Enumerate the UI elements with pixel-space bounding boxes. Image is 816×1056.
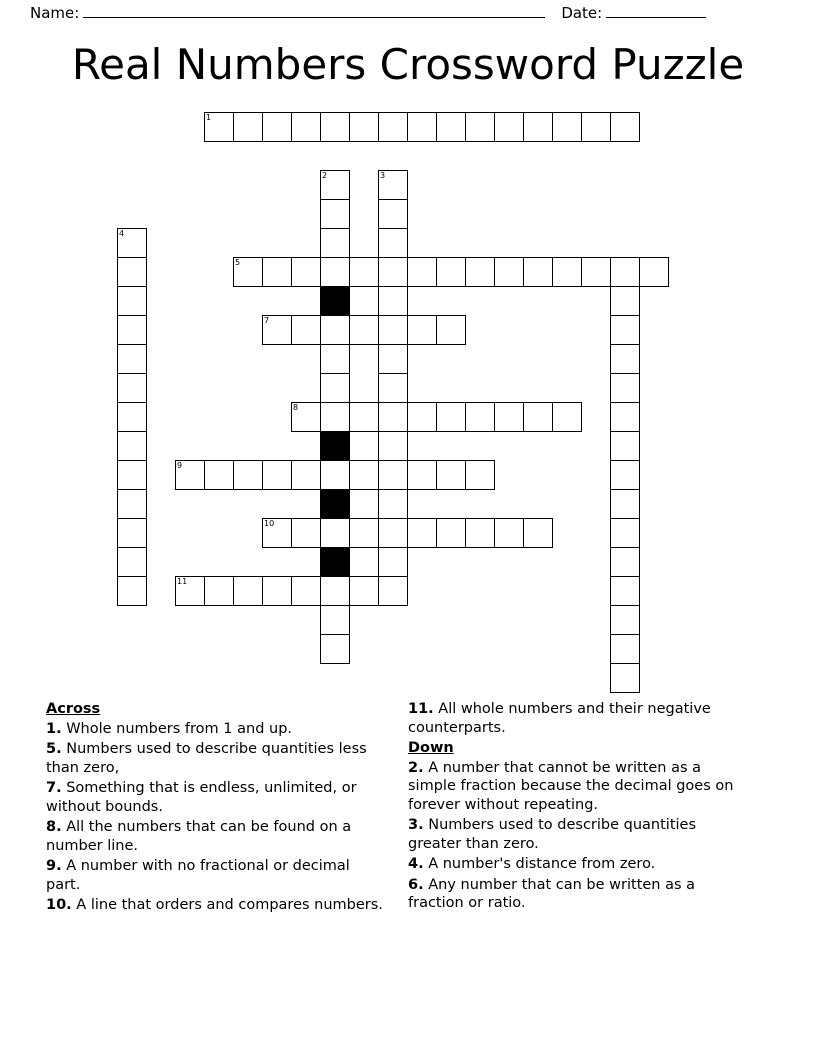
grid-cell[interactable] xyxy=(523,257,553,287)
grid-cell[interactable] xyxy=(233,576,263,606)
grid-cell[interactable] xyxy=(610,257,640,287)
grid-cell[interactable] xyxy=(465,402,495,432)
clue-item xyxy=(46,740,386,777)
grid-cell[interactable] xyxy=(349,257,379,287)
clue-text: Numbers used to describe quantities greater than zero. xyxy=(408,817,697,852)
grid-cell[interactable] xyxy=(320,228,350,258)
grid-cell[interactable] xyxy=(320,257,350,287)
grid-cell[interactable] xyxy=(581,257,611,287)
clue-item xyxy=(408,876,753,913)
clue-number: 9. xyxy=(46,858,62,874)
clue-item xyxy=(408,700,753,737)
grid-cell[interactable] xyxy=(378,402,408,432)
grid-cell[interactable] xyxy=(291,402,321,432)
grid-cell[interactable] xyxy=(378,431,408,461)
grid-cell[interactable] xyxy=(552,402,582,432)
worksheet-header xyxy=(30,0,746,26)
clue-item xyxy=(46,779,386,816)
grid-cell[interactable] xyxy=(552,257,582,287)
grid-cell[interactable] xyxy=(407,112,437,142)
grid-cell[interactable] xyxy=(378,112,408,142)
clue-item xyxy=(46,720,386,739)
grid-cell[interactable] xyxy=(320,460,350,490)
grid-cell[interactable] xyxy=(610,547,640,577)
grid-cell[interactable] xyxy=(610,663,640,693)
grid-cell[interactable] xyxy=(291,576,321,606)
grid-cell[interactable] xyxy=(291,460,321,490)
grid-cell[interactable] xyxy=(436,112,466,142)
clue-item xyxy=(46,896,386,915)
grid-cell[interactable] xyxy=(465,257,495,287)
grid-cell-number: 11 xyxy=(177,577,188,586)
clue-number: 4. xyxy=(408,856,424,872)
page-title: Real Numbers Crossword Puzzle xyxy=(71,40,745,89)
grid-cell[interactable] xyxy=(262,518,292,548)
grid-cell[interactable] xyxy=(233,460,263,490)
grid-cell[interactable] xyxy=(494,518,524,548)
grid-cell[interactable] xyxy=(291,518,321,548)
grid-cell[interactable] xyxy=(291,257,321,287)
grid-cell[interactable] xyxy=(581,112,611,142)
grid-cell[interactable] xyxy=(117,257,147,287)
clue-item xyxy=(46,857,386,894)
grid-cell[interactable] xyxy=(378,286,408,316)
clue-text: Numbers used to describe quantities less than zero, xyxy=(46,741,367,776)
clue-number: 11. xyxy=(408,701,434,717)
grid-cell[interactable] xyxy=(320,170,350,200)
clue-text: All whole numbers and their negative counterparts. xyxy=(408,701,711,736)
grid-cell[interactable] xyxy=(407,460,437,490)
clue-item xyxy=(408,759,753,815)
clues-section xyxy=(0,700,816,1000)
grid-cell[interactable] xyxy=(378,228,408,258)
grid-cell[interactable] xyxy=(465,460,495,490)
date-write-line[interactable] xyxy=(606,5,706,18)
grid-cell[interactable] xyxy=(552,112,582,142)
grid-cell-blocked xyxy=(320,547,350,577)
clue-item xyxy=(408,816,753,853)
grid-cell[interactable] xyxy=(436,460,466,490)
grid-cell[interactable] xyxy=(378,373,408,403)
grid-cell[interactable] xyxy=(233,257,263,287)
clue-text: Any number that can be written as a fraction or ratio. xyxy=(408,876,696,911)
down-clue-list xyxy=(408,759,753,913)
grid-cell[interactable] xyxy=(262,576,292,606)
grid-cell[interactable] xyxy=(610,605,640,635)
across-heading: Across xyxy=(46,701,101,717)
crossword-grid[interactable] xyxy=(0,108,816,698)
grid-cell[interactable] xyxy=(465,112,495,142)
clue-number: 1. xyxy=(46,720,62,737)
grid-cell[interactable] xyxy=(407,315,437,345)
grid-cell[interactable] xyxy=(378,315,408,345)
grid-cell-number: 4 xyxy=(119,229,125,238)
grid-cell[interactable] xyxy=(378,489,408,519)
grid-cell[interactable] xyxy=(175,460,205,490)
grid-cell[interactable] xyxy=(262,460,292,490)
grid-cell[interactable] xyxy=(233,112,263,142)
clue-number: 2. xyxy=(408,759,424,776)
clue-number: 3. xyxy=(408,817,424,833)
grid-cell[interactable] xyxy=(523,402,553,432)
across-column xyxy=(46,700,386,917)
grid-cell-number: 5 xyxy=(235,258,241,267)
across-clue-overflow xyxy=(408,700,753,737)
grid-cell[interactable] xyxy=(378,199,408,229)
grid-cell[interactable] xyxy=(610,431,640,461)
grid-cell[interactable] xyxy=(349,576,379,606)
grid-cell[interactable] xyxy=(204,576,234,606)
grid-cell[interactable] xyxy=(378,170,408,200)
grid-cell[interactable] xyxy=(639,257,669,287)
grid-cell[interactable] xyxy=(117,402,147,432)
clue-number: 5. xyxy=(46,741,62,757)
clue-item xyxy=(408,855,753,874)
grid-cell-number: 7 xyxy=(264,316,270,325)
clue-number: 10. xyxy=(46,897,72,913)
grid-cell[interactable] xyxy=(117,576,147,606)
grid-cell[interactable] xyxy=(610,518,640,548)
across-clue-list xyxy=(46,720,386,915)
grid-cell[interactable] xyxy=(436,257,466,287)
date-label: Date: xyxy=(561,4,603,22)
grid-cell[interactable] xyxy=(320,518,350,548)
grid-cell[interactable] xyxy=(117,460,147,490)
grid-cell[interactable] xyxy=(117,286,147,316)
grid-cell[interactable] xyxy=(378,257,408,287)
grid-cell[interactable] xyxy=(117,228,147,258)
name-write-line[interactable] xyxy=(83,5,545,18)
grid-cell[interactable] xyxy=(320,373,350,403)
grid-cell[interactable] xyxy=(407,402,437,432)
grid-cell[interactable] xyxy=(262,315,292,345)
down-heading: Down xyxy=(408,740,454,756)
grid-cell[interactable] xyxy=(523,518,553,548)
grid-cell[interactable] xyxy=(349,315,379,345)
grid-cell[interactable] xyxy=(378,344,408,374)
grid-cell[interactable] xyxy=(523,112,553,142)
name-label: Name: xyxy=(30,4,80,22)
clue-text: Something that is endless, unlimited, or without bounds. xyxy=(46,780,357,815)
grid-cell-number: 8 xyxy=(293,403,299,412)
grid-cell[interactable] xyxy=(465,518,495,548)
clue-number: 7. xyxy=(46,780,62,796)
grid-cell-blocked xyxy=(320,286,350,316)
clue-number: 8. xyxy=(46,819,62,835)
grid-cell[interactable] xyxy=(610,315,640,345)
grid-cell[interactable] xyxy=(204,460,234,490)
grid-cell-number: 10 xyxy=(264,519,275,528)
grid-cell[interactable] xyxy=(117,373,147,403)
grid-cell[interactable] xyxy=(610,402,640,432)
grid-cell[interactable] xyxy=(117,315,147,345)
grid-cell-blocked xyxy=(320,431,350,461)
grid-cell[interactable] xyxy=(349,518,379,548)
grid-cell-blocked xyxy=(320,489,350,519)
grid-cell[interactable] xyxy=(494,257,524,287)
grid-cell[interactable] xyxy=(320,199,350,229)
grid-cell[interactable] xyxy=(378,518,408,548)
grid-cell[interactable] xyxy=(610,344,640,374)
grid-cell-number: 1 xyxy=(206,113,212,122)
grid-cell[interactable] xyxy=(320,344,350,374)
clue-number: 6. xyxy=(408,876,424,893)
grid-cell[interactable] xyxy=(204,112,234,142)
clue-item xyxy=(46,818,386,855)
clue-text: A number with no fractional or decimal part. xyxy=(46,858,350,893)
grid-cell[interactable] xyxy=(610,460,640,490)
grid-cell[interactable] xyxy=(349,112,379,142)
grid-cell[interactable] xyxy=(320,576,350,606)
grid-cell[interactable] xyxy=(436,518,466,548)
down-column xyxy=(408,700,753,915)
clue-text: Whole numbers from 1 and up. xyxy=(61,720,293,737)
grid-cell[interactable] xyxy=(407,518,437,548)
grid-cell[interactable] xyxy=(349,402,379,432)
grid-cell[interactable] xyxy=(175,576,205,606)
grid-cell[interactable] xyxy=(117,344,147,374)
grid-cell[interactable] xyxy=(610,112,640,142)
grid-cell[interactable] xyxy=(117,431,147,461)
grid-cell[interactable] xyxy=(117,547,147,577)
grid-cell[interactable] xyxy=(378,460,408,490)
grid-cell-number: 2 xyxy=(322,171,328,180)
grid-cell[interactable] xyxy=(378,547,408,577)
grid-cell[interactable] xyxy=(436,402,466,432)
grid-cell[interactable] xyxy=(436,315,466,345)
grid-cell-number: 3 xyxy=(380,171,386,180)
grid-cell[interactable] xyxy=(320,634,350,664)
grid-cell[interactable] xyxy=(117,518,147,548)
grid-cell[interactable] xyxy=(610,373,640,403)
grid-cell[interactable] xyxy=(610,286,640,316)
grid-cell[interactable] xyxy=(610,634,640,664)
grid-cell[interactable] xyxy=(407,257,437,287)
grid-cell[interactable] xyxy=(320,605,350,635)
grid-cell[interactable] xyxy=(262,112,292,142)
grid-cell[interactable] xyxy=(494,112,524,142)
clue-text: A number's distance from zero. xyxy=(423,856,656,872)
grid-cell[interactable] xyxy=(291,112,321,142)
grid-cell[interactable] xyxy=(262,257,292,287)
grid-cell[interactable] xyxy=(320,315,350,345)
grid-cell[interactable] xyxy=(494,402,524,432)
clue-text: A number that cannot be written as a simple fraction because the decimal goes on forever without repeating. xyxy=(408,759,734,813)
clue-text: All the numbers that can be found on a number line. xyxy=(46,819,352,854)
grid-cell[interactable] xyxy=(378,576,408,606)
grid-cell[interactable] xyxy=(349,460,379,490)
grid-cell-number: 9 xyxy=(177,461,183,470)
grid-cell[interactable] xyxy=(291,315,321,345)
grid-cell[interactable] xyxy=(117,489,147,519)
grid-cell[interactable] xyxy=(320,402,350,432)
grid-cell[interactable] xyxy=(610,576,640,606)
grid-cell[interactable] xyxy=(610,489,640,519)
grid-cell[interactable] xyxy=(320,112,350,142)
clue-text: A line that orders and compares numbers. xyxy=(71,897,383,913)
